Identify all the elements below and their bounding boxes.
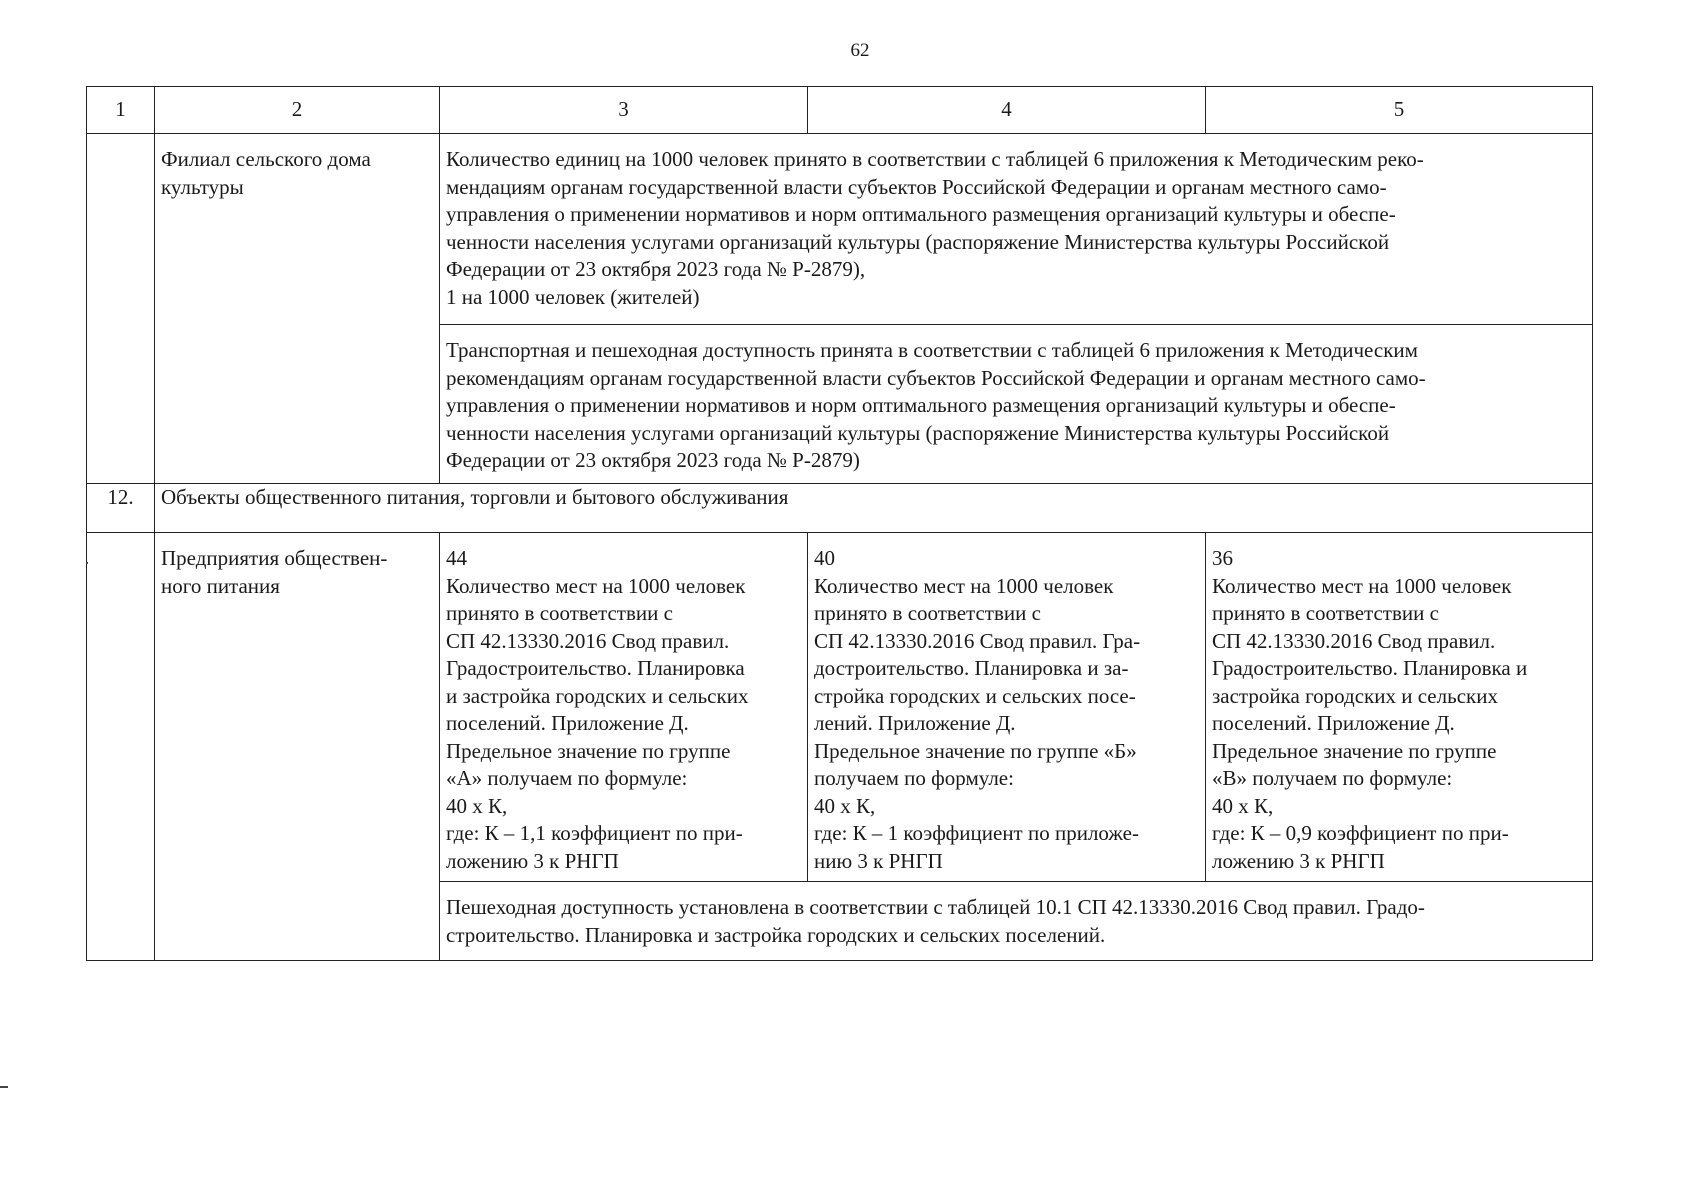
catering-group-b-text: 40 Количество мест на 1000 человек принято в соответствии с СП 42.13330.2016 Свод правил. Гра- достроительство. Планировка и за- стройка городских и сельских посе- лений. Приложение Д. Предельное значение по группе «Б» получаем по формуле: 40 х К, где: К – 1 коэффициент по приложе- нию 3 к РНГП — [814, 546, 1141, 873]
table-row-branch-quantity — [87, 134, 1593, 325]
catering-name-cell — [155, 533, 440, 961]
page-number: 62 — [850, 40, 870, 61]
norms-table — [86, 86, 1593, 961]
column-header-1: 1 — [87, 87, 155, 134]
row-number-cell — [87, 533, 155, 961]
catering-group-a-cell — [440, 533, 808, 882]
section-title: Объекты общественного питания, торговли и бытового обслуживания — [155, 484, 1593, 533]
catering-group-a-text: 44 Количество мест на 1000 человек принято в соответствии с СП 42.13330.2016 Свод правил. Градостроительство. Планировка и застройка городских и сельских поселений. Приложение Д. Предельное значение по группе «А» получаем по формуле: 40 х К, где: К – 1,1 коэффициент по при- ложению 3 к РНГП — [446, 546, 749, 873]
column-header-3: 3 — [440, 87, 808, 134]
catering-walking-cell — [440, 882, 1593, 961]
catering-group-b-cell — [808, 533, 1206, 882]
catering-name: Предприятия обществен- ного питания — [161, 546, 388, 598]
branch-accessibility-cell — [440, 325, 1593, 484]
column-header-5: 5 — [1206, 87, 1593, 134]
section-number: 12. — [87, 484, 155, 533]
catering-group-v-text: 36 Количество мест на 1000 человек принято в соответствии с СП 42.13330.2016 Свод правил. Градостроительство. Планировка и застройка городских и сельских поселений. Приложение Д. Предельное значение по группе «В» получаем по формуле: 40 х К, где: К – 0,9 коэффициент по при- ложению 3 к РНГП — [1212, 546, 1528, 873]
table-row-catering-places — [87, 533, 1593, 882]
table-header-row — [87, 87, 1593, 134]
column-header-2: 2 — [155, 87, 440, 134]
row-number-cell — [87, 134, 155, 484]
catering-walking-text: Пешеходная доступность установлена в соответствии с таблицей 10.1 СП 42.13330.2016 Свод правил. Градо- строительство. Планировка и застройка городских и сельских поселений. — [446, 895, 1425, 947]
branch-name-cell — [155, 134, 440, 484]
catering-group-v-cell — [1206, 533, 1593, 882]
scan-mark — [86, 562, 88, 564]
branch-quantity-cell — [440, 134, 1593, 325]
branch-quantity-text: Количество единиц на 1000 человек принято в соответствии с таблицей 6 приложения к Методическим реко- мендациям органам государственной власти субъектов Российской Федерации и органам местного само- управления о применении нормативов и норм оптимального размещения организаций культуры и обеспе- ченности населения услугами организаций культуры (распоряжение Министерства культуры Российской Федерации от 23 октября 2023 года № Р-2879), 1 на 1000 человек (жителей) — [446, 147, 1424, 309]
table-row-section-12 — [87, 484, 1593, 533]
scan-mark — [0, 1086, 8, 1088]
column-header-4: 4 — [808, 87, 1206, 134]
branch-accessibility-text: Транспортная и пешеходная доступность принята в соответствии с таблицей 6 приложения к Методическим рекомендациям органам государственной власти субъектов Российской Федерации и органам местного само- управления о применении нормативов и норм оптимального размещения организаций культуры и обеспе- ченности населения услугами организаций культуры (распоряжение Министерства культуры Российской Федерации от 23 октября 2023 года № Р-2879) — [446, 338, 1426, 472]
branch-name: Филиал сельского дома культуры — [161, 147, 371, 199]
